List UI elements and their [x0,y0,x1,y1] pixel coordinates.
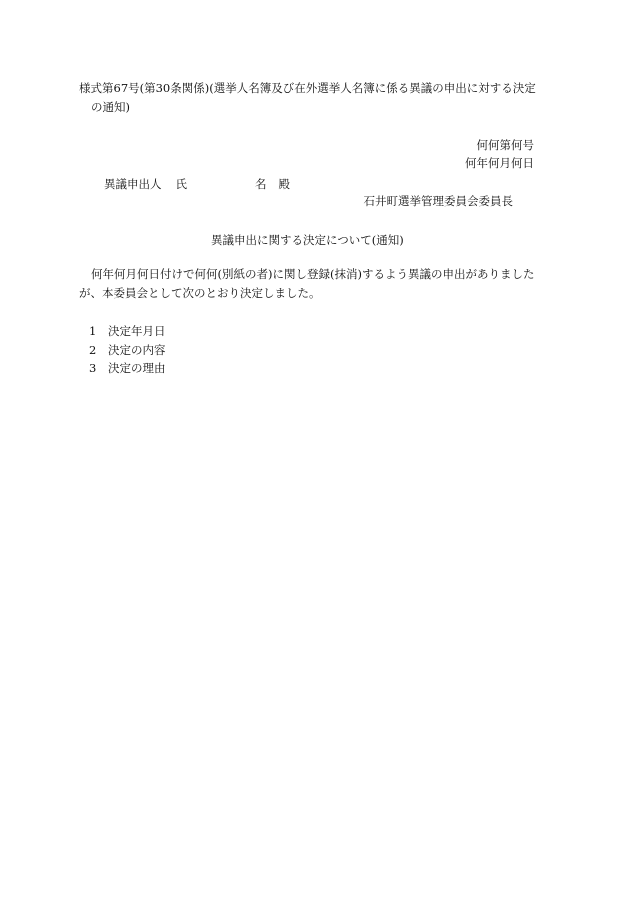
addressee-honorific: 殿 [278,177,290,191]
form-title-line-2: の通知) [91,100,130,114]
addressee-label: 異議申出人 [104,177,162,191]
item-label: 決定年月日 [108,324,166,338]
addressee [104,176,290,193]
item-number: 3 [89,361,97,375]
list-item [89,359,166,378]
form-title-line-1: 様式第67号(第30条関係)(選挙人名簿及び在外選挙人名簿に係る異議の申出に対する決定 [79,81,536,95]
list-item [89,322,166,341]
addressee-shi: 氏 [175,177,187,191]
document-date: 何年何月何日 [465,156,534,170]
body-text-line-2: が、本委員会として次のとおり決定しました。 [79,286,321,300]
item-number: 2 [89,342,97,357]
document-number: 何何第何号 [476,138,534,152]
subject-title: 異議申出に関する決定について(通知) [211,233,404,247]
sender-name: 石井町選挙管理委員会委員長 [363,194,513,208]
decision-items-list [89,322,166,378]
addressee-mei: 名 [255,177,267,191]
item-label: 決定の内容 [108,342,166,357]
item-number: 1 [89,324,97,338]
item-label: 決定の理由 [108,361,166,375]
body-text-line-1: 何年何月何日付けで何何(別紙の者)に関し登録(抹消)するよう異議の申出がありました [91,267,535,281]
list-item [89,341,166,360]
